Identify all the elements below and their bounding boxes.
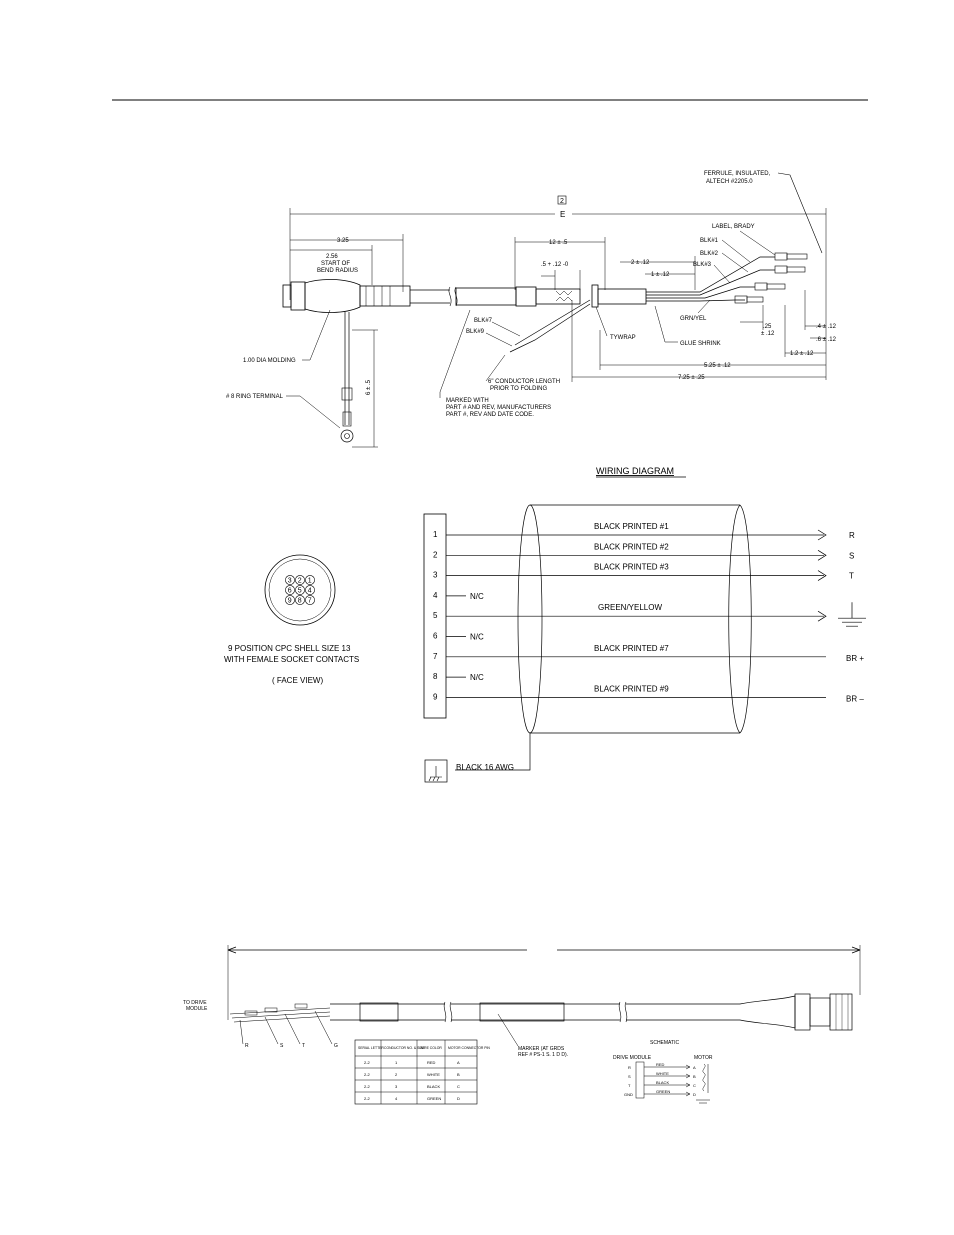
lead-callout-label: T bbox=[302, 1043, 306, 1049]
table-header: MOTOR CONNECTOR PIN bbox=[448, 1046, 490, 1050]
table-header: SERIAL LETTER bbox=[358, 1046, 384, 1050]
drain-label: BLACK 16 AWG bbox=[456, 763, 514, 772]
dim-12: 12 ± .5 bbox=[549, 240, 568, 246]
motor-winding-icon bbox=[703, 1064, 708, 1093]
schematic-wire-color: BLACK bbox=[656, 1080, 670, 1085]
lead-blk3: BLK#3 bbox=[693, 262, 712, 268]
table-cell: 4 bbox=[395, 1096, 398, 1101]
socket-number: 1 bbox=[307, 577, 312, 585]
marked-note-1: MARKED WITH bbox=[446, 398, 489, 404]
pin-number: 3 bbox=[433, 570, 438, 580]
ground-symbol-icon bbox=[696, 1100, 710, 1103]
marked-note-2: PART # AND REV, MANUFACTURERS bbox=[446, 405, 552, 411]
table-header: CONDUCTOR NO. & SIZE bbox=[384, 1046, 425, 1050]
dim-2-56: 2.56 bbox=[326, 254, 338, 260]
socket-number: 8 bbox=[297, 597, 302, 605]
conductor-note-2: PRIOR TO FOLDING bbox=[490, 386, 548, 392]
lead-grn-yel: GRN/YEL bbox=[680, 316, 707, 322]
pin-number: 2 bbox=[433, 550, 438, 560]
schematic-left-label: T bbox=[628, 1083, 631, 1088]
label-ring-terminal: # 8 RING TERMINAL bbox=[226, 394, 283, 400]
dim-0-6: .6 ± .12 bbox=[816, 337, 836, 343]
dim-2-56-l2: START OF bbox=[321, 261, 351, 267]
wire-label: BLACK PRINTED #9 bbox=[594, 684, 669, 694]
pin-nc-label: N/C bbox=[470, 591, 484, 601]
table-cell: 2 bbox=[395, 1072, 398, 1077]
table-cell: GREEN bbox=[427, 1096, 442, 1101]
socket-number: 4 bbox=[307, 587, 312, 595]
dim-2-56-l3: BEND RADIUS bbox=[317, 268, 359, 274]
ferrule-label-2: ALTECH #2205.0 bbox=[706, 179, 753, 185]
table-cell: 2-2 bbox=[364, 1084, 370, 1089]
pin-number: 1 bbox=[433, 530, 438, 539]
table-cell: A bbox=[457, 1060, 460, 1065]
connector-desc-2: WITH FEMALE SOCKET CONTACTS bbox=[224, 655, 360, 664]
pin-number: 4 bbox=[433, 590, 438, 600]
dim-1: 1 ± .12 bbox=[651, 272, 670, 278]
table-cell: D bbox=[457, 1096, 460, 1101]
table-cell: 2-2 bbox=[364, 1060, 370, 1065]
table-cell: 3 bbox=[395, 1084, 398, 1089]
table-cell: 1 bbox=[395, 1060, 398, 1065]
schematic-wire-color: RED bbox=[656, 1062, 665, 1067]
conductor-note-1: 6" CONDUCTOR LENGTH bbox=[488, 379, 561, 385]
to-drive-label-1: TO DRIVE bbox=[183, 1000, 207, 1006]
table-cell: B bbox=[457, 1072, 460, 1077]
dim-3-25: 3.25 bbox=[337, 238, 349, 244]
cable-shield bbox=[530, 505, 740, 733]
table-cell: WHITE bbox=[427, 1072, 440, 1077]
schematic-right-label: D bbox=[693, 1092, 696, 1097]
dim-7-25: 7.25 ± .25 bbox=[678, 375, 705, 381]
schematic-wire-color: WHITE bbox=[656, 1071, 669, 1076]
socket-number: 9 bbox=[287, 597, 292, 605]
table-cell: C bbox=[457, 1084, 460, 1089]
connector-face-view bbox=[224, 555, 359, 685]
schematic-left-label: S bbox=[628, 1074, 631, 1079]
dim-ref-box: 2 bbox=[560, 198, 564, 205]
lead-callout-label: S bbox=[280, 1043, 284, 1049]
label-tywrap: TYWRAP bbox=[610, 335, 636, 341]
dim-5-25: 5.25 ± .12 bbox=[704, 363, 731, 369]
wire-end-label: BR + bbox=[846, 653, 865, 663]
dim-0-4: .4 ± .12 bbox=[816, 324, 836, 330]
cable-assembly-drawing bbox=[226, 171, 837, 447]
pin-number: 7 bbox=[433, 651, 438, 661]
wire-label: BLACK PRINTED #3 bbox=[594, 562, 669, 572]
wire-end-label: R bbox=[849, 531, 855, 540]
schematic-title: SCHEMATIC bbox=[650, 1040, 680, 1046]
connector-desc-1: 9 POSITION CPC SHELL SIZE 13 bbox=[228, 644, 351, 653]
lead-blk7: BLK#7 bbox=[474, 318, 493, 324]
socket-number: 7 bbox=[307, 597, 312, 605]
table-cell: RED bbox=[427, 1060, 436, 1065]
wire-label: BLACK PRINTED #2 bbox=[594, 542, 669, 552]
schematic-right-label: B bbox=[693, 1074, 696, 1079]
table-cell: BLACK bbox=[427, 1084, 441, 1089]
pin-nc-label: N/C bbox=[470, 632, 484, 642]
lead-callout-label: R bbox=[245, 1043, 249, 1049]
dim-1-2: 1.2 ± .12 bbox=[790, 351, 814, 357]
ground-symbol-icon bbox=[838, 602, 866, 626]
label-molding: 1.00 DIA MOLDING bbox=[243, 358, 296, 364]
marker-note-1: MARKER (AT GRDS bbox=[518, 1046, 565, 1052]
pin-number: 6 bbox=[433, 631, 438, 641]
dim-0-5: .5 + .12 -0 bbox=[541, 262, 569, 268]
wire-end-label: T bbox=[849, 571, 854, 581]
bottom-cable-drawing bbox=[183, 945, 860, 1104]
lead-blk1: BLK#1 bbox=[700, 238, 719, 244]
schematic-right-label: A bbox=[693, 1065, 696, 1070]
pin-number: 9 bbox=[433, 692, 438, 702]
wire-end-label: S bbox=[849, 551, 855, 561]
pin-number: 5 bbox=[433, 611, 438, 621]
dim-6-vertical: 6 ± .5 bbox=[366, 380, 372, 395]
motor-label: MOTOR bbox=[694, 1055, 713, 1061]
wire-label: BLACK PRINTED #1 bbox=[594, 522, 669, 531]
lead-blk2: BLK#2 bbox=[700, 251, 719, 257]
socket-number: 5 bbox=[297, 587, 302, 595]
schematic-left-label: GND bbox=[624, 1092, 633, 1097]
schematic-right-label: C bbox=[693, 1083, 696, 1088]
wire-label: GREEN/YELLOW bbox=[598, 603, 663, 613]
wiring-diagram bbox=[424, 466, 866, 782]
table-header: WIRE COLOR bbox=[420, 1046, 442, 1050]
dim-2: 2 ± .12 bbox=[631, 260, 650, 266]
socket-number: 3 bbox=[287, 577, 292, 585]
wiring-title: WIRING DIAGRAM bbox=[596, 466, 674, 476]
drive-module-label: DRIVE MODULE bbox=[613, 1055, 652, 1061]
label-brady: LABEL, BRADY bbox=[712, 224, 755, 230]
socket-number: 2 bbox=[297, 577, 302, 585]
schematic-wire-color: GREEN bbox=[656, 1089, 671, 1094]
ferrule-label-1: FERRULE, INSULATED, bbox=[704, 171, 771, 177]
pin-number: 8 bbox=[433, 672, 438, 682]
dim-0-25-tol: ± .12 bbox=[761, 331, 775, 337]
wire-end-label: BR – bbox=[846, 694, 864, 704]
pin-nc-label: N/C bbox=[470, 673, 484, 683]
dim-0-25: .25 bbox=[763, 324, 772, 330]
marker-note-2: REF # PS-1 S. 1 D D). bbox=[518, 1052, 569, 1058]
label-glue-shrink: GLUE SHRINK bbox=[680, 341, 721, 347]
schematic-left-label: R bbox=[628, 1065, 631, 1070]
to-drive-label-2: MODULE bbox=[186, 1006, 208, 1012]
lead-callout-label: G bbox=[334, 1043, 338, 1049]
wire-label: BLACK PRINTED #7 bbox=[594, 643, 669, 653]
table-cell: 2-2 bbox=[364, 1096, 370, 1101]
marked-note-3: PART #, REV AND DATE CODE. bbox=[446, 412, 534, 418]
socket-number: 6 bbox=[287, 587, 292, 595]
table-cell: 2-2 bbox=[364, 1072, 370, 1077]
conductor-table bbox=[355, 1040, 490, 1104]
dim-overall-e: E bbox=[560, 210, 566, 219]
connector-face-view-label: ( FACE VIEW) bbox=[272, 676, 324, 685]
lead-blk9: BLK#9 bbox=[466, 329, 485, 335]
